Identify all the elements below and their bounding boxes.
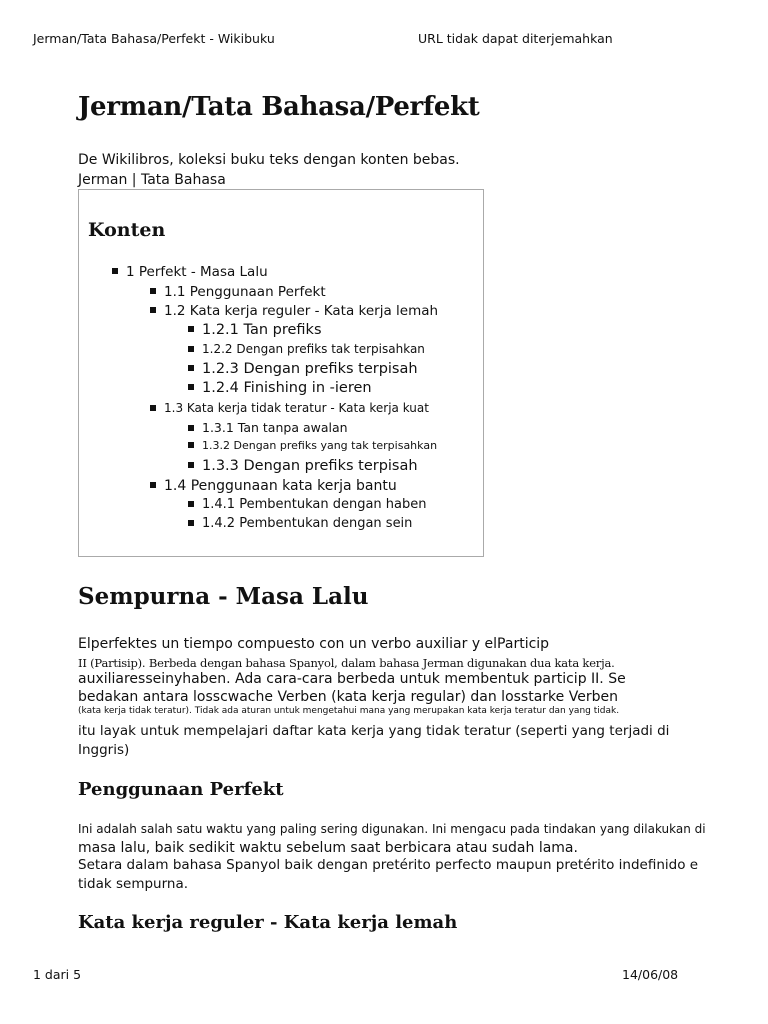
toc-item[interactable]: 1.2.1 Tan prefiks	[188, 322, 322, 338]
bullet-icon	[150, 288, 156, 294]
section-heading: Kata kerja reguler - Kata kerja lemah	[78, 912, 458, 933]
paragraph-line: II (Partisip). Berbeda dengan bahasa Spanyol, dalam bahasa Jerman digunakan dua kata kerja.	[78, 656, 615, 670]
paragraph-line: Ini adalah salah satu waktu yang paling sering digunakan. Ini mengacu pada tindakan yang dilakukan di	[78, 822, 706, 836]
bullet-icon	[188, 520, 194, 526]
bullet-icon	[188, 442, 194, 448]
toc-item[interactable]: 1 Perfekt - Masa Lalu	[112, 264, 268, 280]
toc-item[interactable]: 1.4.1 Pembentukan dengan haben	[188, 497, 427, 512]
toc-item[interactable]: 1.2 Kata kerja reguler - Kata kerja lemah	[150, 303, 438, 319]
bullet-icon	[188, 365, 194, 371]
paragraph-line: bedakan antara losscwache Verben (kata kerja regular) dan losstarke Verben	[78, 689, 618, 705]
bullet-icon	[188, 326, 194, 332]
toc-item[interactable]: 1.2.3 Dengan prefiks terpisah	[188, 361, 418, 377]
page-number: 1 dari 5	[33, 967, 82, 982]
breadcrumb[interactable]: Jerman | Tata Bahasa	[78, 172, 226, 188]
bullet-icon	[112, 268, 118, 274]
paragraph-line: Setara dalam bahasa Spanyol baik dengan pretérito perfecto maupun pretérito indefinido e	[78, 857, 699, 873]
bullet-icon	[188, 501, 194, 507]
section-heading: Sempurna - Masa Lalu	[78, 583, 369, 610]
bullet-icon	[188, 384, 194, 390]
print-date: 14/06/08	[622, 967, 679, 982]
print-header-title: Jerman/Tata Bahasa/Perfekt - Wikibuku	[33, 31, 275, 46]
toc-item[interactable]: 1.4 Penggunaan kata kerja bantu	[150, 478, 397, 494]
print-header-url: URL tidak dapat diterjemahkan	[418, 31, 613, 46]
bullet-icon	[188, 462, 194, 468]
bullet-icon	[188, 346, 194, 352]
bullet-icon	[150, 405, 156, 411]
paragraph-line: (kata kerja tidak teratur). Tidak ada aturan untuk mengetahui mana yang merupakan kata kerja teratur dan yang tidak.	[78, 706, 620, 716]
paragraph-line: masa lalu, baik sedikit waktu sebelum saat berbicara atau sudah lama.	[78, 840, 578, 856]
toc-item[interactable]: 1.3 Kata kerja tidak teratur - Kata kerja kuat	[150, 401, 429, 415]
toc-title: Konten	[88, 219, 166, 241]
toc-item[interactable]: 1.3.2 Dengan prefiks yang tak terpisahkan	[188, 439, 437, 452]
toc-item[interactable]: 1.2.4 Finishing in -ieren	[188, 380, 372, 396]
toc-item[interactable]: 1.3.3 Dengan prefiks terpisah	[188, 458, 418, 474]
bullet-icon	[150, 482, 156, 488]
paragraph-line: tidak sempurna.	[78, 876, 189, 892]
toc-item[interactable]: 1.3.1 Tan tanpa awalan	[188, 420, 348, 435]
paragraph-line: Inggris)	[78, 742, 130, 758]
toc-item[interactable]: 1.1 Penggunaan Perfekt	[150, 284, 326, 300]
table-of-contents	[78, 189, 484, 557]
page-subtitle: De Wikilibros, koleksi buku teks dengan konten bebas.	[78, 152, 460, 168]
bullet-icon	[150, 307, 156, 313]
section-heading: Penggunaan Perfekt	[78, 779, 284, 800]
paragraph-line: Elperfektes un tiempo compuesto con un verbo auxiliar y elParticip	[78, 636, 550, 652]
toc-item[interactable]: 1.4.2 Pembentukan dengan sein	[188, 516, 412, 531]
paragraph-line: itu layak untuk mempelajari daftar kata kerja yang tidak teratur (seperti yang terjadi di	[78, 723, 670, 739]
bullet-icon	[188, 425, 194, 431]
page-title: Jerman/Tata Bahasa/Perfekt	[78, 92, 480, 122]
paragraph-line: auxiliaresseinyhaben. Ada cara-cara berbeda untuk membentuk particip II. Se	[78, 671, 626, 687]
toc-item[interactable]: 1.2.2 Dengan prefiks tak terpisahkan	[188, 342, 425, 356]
